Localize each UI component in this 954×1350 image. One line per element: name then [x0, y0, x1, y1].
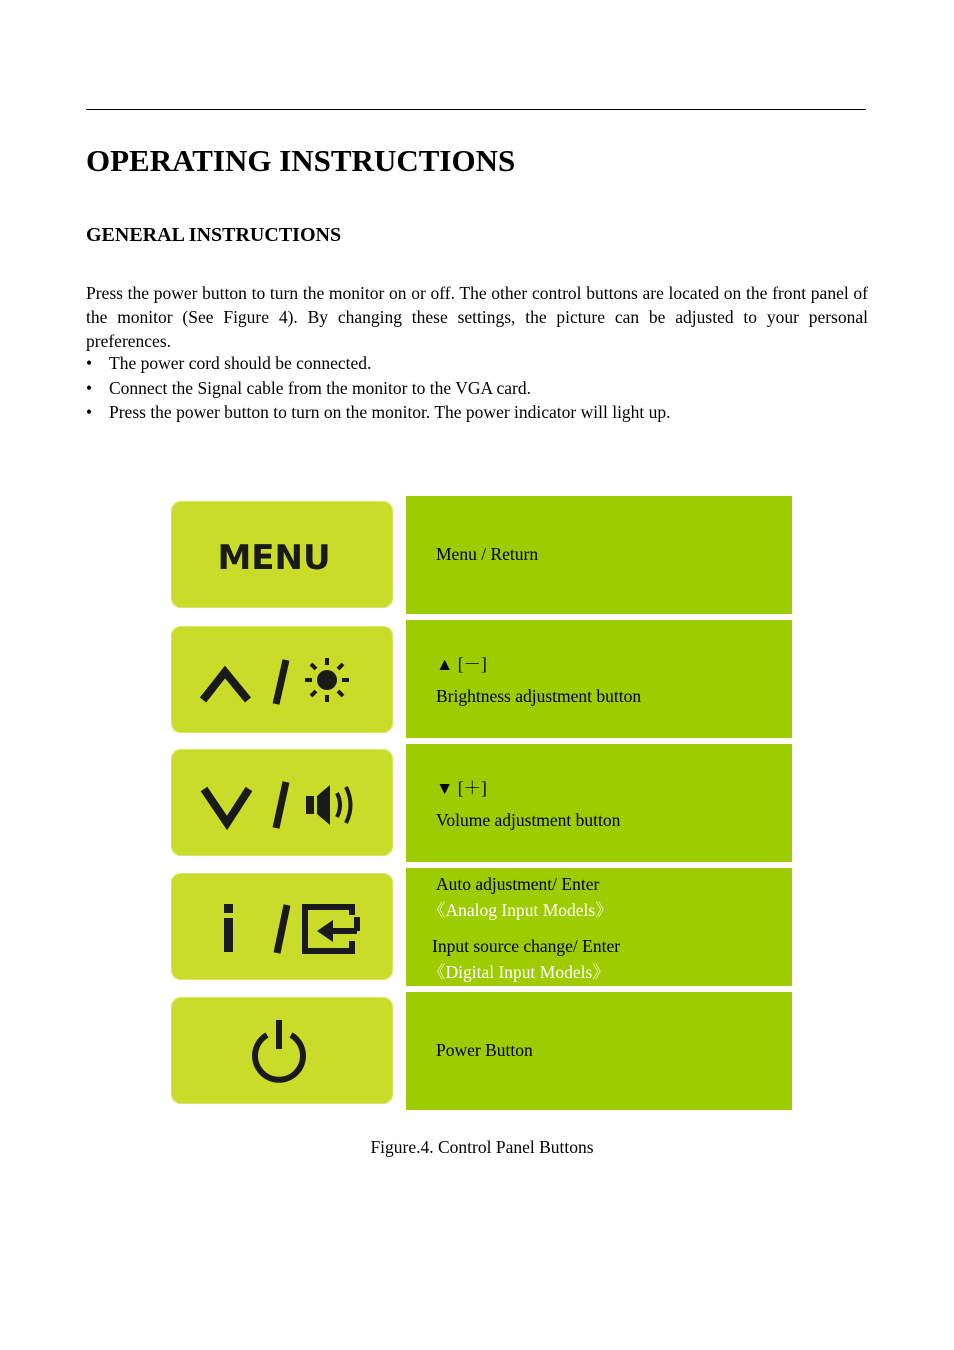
up-brightness-icon [171, 626, 393, 733]
menu-description: Menu / Return [406, 496, 792, 614]
bullet-icon: • [86, 377, 93, 398]
brightness-description: ▲ [－] Brightness adjustment button [406, 620, 792, 738]
list-item: • Connect the Signal cable from the monitor to the VGA card. [86, 377, 532, 398]
bullet-icon: • [86, 353, 93, 373]
brightness-button-image [171, 626, 393, 733]
list-item: • The power cord should be connected. [86, 353, 372, 373]
list-item: • Press the power button to turn on the monitor. The power indicator will light up. [86, 402, 671, 422]
page-title: OPERATING INSTRUCTIONS [86, 143, 516, 178]
section-heading: GENERAL INSTRUCTIONS [86, 224, 342, 246]
menu-button-image [171, 501, 393, 608]
svg-text:MENU: MENU [217, 538, 331, 578]
instruction-list [86, 351, 876, 425]
info-input-icon [171, 873, 393, 980]
figure-caption: Figure.4. Control Panel Buttons [370, 1137, 594, 1157]
input-description: Auto adjustment/ Enter 《Analog Input Models》 Input source change/ Enter 《Digital Input Models》 [406, 868, 792, 986]
volume-description: ▼ [＋] Volume adjustment button [406, 744, 792, 862]
power-button-image [171, 997, 393, 1104]
bullet-icon: • [86, 402, 93, 422]
menu-label-icon [171, 501, 393, 608]
header-rule [86, 109, 866, 110]
power-icon [171, 997, 393, 1104]
power-description: Power Button [406, 992, 792, 1110]
volume-button-image [171, 749, 393, 856]
input-button-image [171, 873, 393, 980]
down-volume-icon [171, 749, 393, 856]
intro-paragraph: Press the power button to turn the monitor on or off. The other control buttons are located on the front panel of the monitor (See Figure 4). By changing these settings, the picture can be adjusted to your personal preferences. [86, 283, 868, 351]
